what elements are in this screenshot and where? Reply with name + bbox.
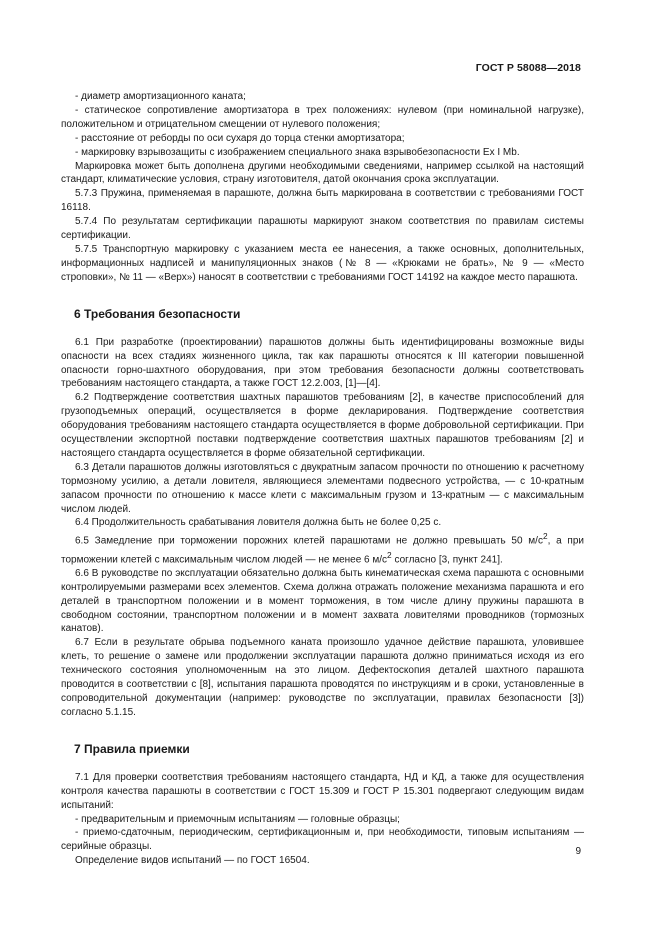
document-header: ГОСТ Р 58088—2018	[475, 62, 581, 74]
superscript-1: 2	[542, 531, 548, 542]
superscript-2: 2	[387, 549, 392, 560]
page-number: 9	[575, 846, 581, 857]
clause-5-7-5: 5.7.5 Транспортную маркировку с указанием места ее нанесения, а также основных, дополнительных, информационных надписей и манипуляционных знаков (№ 8 — «Крюками не брать», № 9 — «Место строповки», № 11 — «Верх») наносят в соответствии с требованиями ГОСТ 14192 на каждое место парашюта.	[61, 243, 584, 283]
list-item-acceptance-tests: - приемо-сдаточным, периодическим, сертификационным и, при необходимости, типовым испытаниям — серийные образцы.	[61, 827, 584, 853]
clause-6-6: 6.6 В руководстве по эксплуатации обязательно должна быть кинематическая схема парашюта с основными контролируемыми размерами всех элементов. Схема должна отражать положение механизма парашюта и его деталей в транспортном положении и в момент торможения, в том числе длину пружины парашюта в свободном состоянии, транспортном положении и в момент захвата ловителями проводников (тормозных канатов).	[61, 567, 584, 635]
clause-5-7-3: 5.7.3 Пружина, применяемая в парашюте, должна быть маркирована в соответствии с требованиями ГОСТ 16118.	[61, 188, 584, 214]
list-item-distance: - расстояние от реборды по оси сухаря до торца стенки амортизатора;	[75, 132, 405, 144]
page-body	[61, 90, 584, 868]
clause-7-1: 7.1 Для проверки соответствия требованиям настоящего стандарта, НД и КД, а также для осуществления контроля качества парашюты в соответствии с ГОСТ 15.309 и ГОСТ Р 15.301 подвергают следующим видам испытаний:	[61, 771, 584, 811]
clause-6-5	[61, 530, 584, 566]
clause-6-5-part-c: согласно [3, пункт 241].	[391, 553, 503, 565]
clause-6-4: 6.4 Продолжительность срабатывания ловителя должна быть не более 0,25 с.	[75, 517, 442, 529]
list-item-rope-diameter: - диаметр амортизационного каната;	[75, 91, 246, 102]
clause-6-3: 6.3 Детали парашютов должны изготовляться с двукратным запасом прочности по отношению к расчетному тормозному усилию, а детали ловителя, являющиеся элементами подвесного устройства, — с 10-кратным запасом прочности по отношению к массе клети с максимальным грузом и 13-кратным — с максимальным числом людей.	[61, 461, 584, 515]
clause-6-5-part-b: , а при торможении клетей с максимальным числом людей — не менее 6 м/с	[61, 535, 584, 565]
clause-6-5-part-a: 6.5 Замедление при торможении порожних клетей парашютами не должно превышать 50 м/с	[75, 535, 543, 547]
clause-6-2: 6.2 Подтверждение соответствия шахтных парашютов требованиям [2], в качестве приспособлений для грузоподъемных операций, осуществляется в форме декларирования. Подтверждение соответствия оборудования требованиям настоящего стандарта осуществляется в форме добровольной сертификации. При осуществлении экспортной поставки подтверждение соответствия шахтных парашютов требованиям [2] и настоящего стандарта осуществляется в форме обязательной сертификации.	[61, 392, 584, 459]
clause-6-7: 6.7 Если в результате обрыва подъемного каната произошло удачное действие парашюта, уловившее клеть, то решение о замене или продолжении эксплуатации парашюта должно приниматься исходя из его технического состояния уполномоченным на это лицом. Дефектоскопия деталей шахтного парашюта проводится в соответствии с [8], испытания парашюта проводятся по инструкциям и в сроки, установленные в сопроводительной документации (например: руководстве по эксплуатации, правилах безопасности [3]) согласно 5.1.15.	[61, 637, 584, 718]
list-item-preliminary-tests: - предварительным и приемочным испытаниям — головные образцы;	[75, 813, 400, 825]
section-heading-acceptance: 7 Правила приемки	[74, 741, 190, 756]
list-item-static-resistance: - статическое сопротивление амортизатора в трех положениях: нулевом (при номинальной нагрузке), положительном и отрицательном смещении от нулевого положения;	[61, 104, 584, 130]
paragraph-test-types: Определение видов испытаний — по ГОСТ 16504.	[75, 855, 310, 867]
section-heading-safety: 6 Требования безопасности	[74, 306, 241, 321]
paragraph-marking-extra: Маркировка может быть дополнена другими необходимыми сведениями, например ссылкой на настоящий стандарт, климатические условия, страну изготовителя, датой окончания срока эксплуатации.	[61, 160, 584, 186]
clause-5-7-4: 5.7.4 По результатам сертификации парашюты маркируют знаком соответствия по правилам системы сертификации.	[61, 216, 584, 242]
clause-6-1: 6.1 При разработке (проектировании) парашютов должны быть идентифицированы возможные виды опасности на всех стадиях жизненного цикла, так как парашюты относятся к III категории повышенной опасности горно-шахтного оборудования, при этом требования безопасности должны соответствовать требованиям настоящего стандарта, а также ГОСТ 12.2.003, [1]—[4].	[61, 336, 584, 390]
list-item-explosion-marking: - маркировку взрывозащиты с изображением специального знака взрывобезопасности Ex I Mb.	[75, 146, 520, 158]
